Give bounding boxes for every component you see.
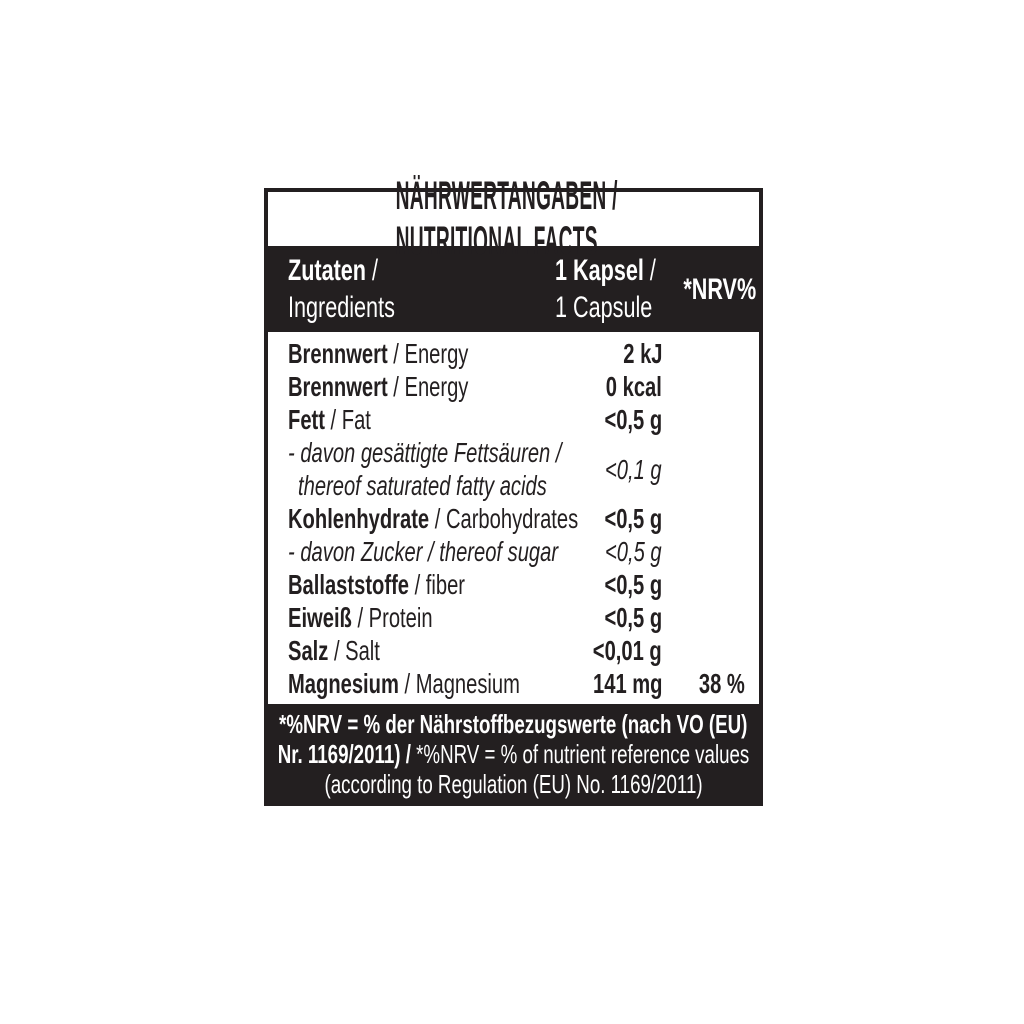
row-value: <0,01 g (593, 635, 662, 666)
row-label-en: / Protein (351, 602, 433, 633)
footnote-line3: (according to Regulation (EU) No. 1169/2011) (324, 769, 703, 799)
table-row-salt (288, 634, 745, 667)
row-value: <0,5 g (604, 602, 662, 633)
row-label-de: Kohlenhydrate (288, 503, 430, 534)
table-row-fiber (288, 568, 745, 601)
row-label-de: Salz (288, 635, 329, 666)
footnote-line1: *%NRV = % der Nährstoffbezugswerte (nach VO (EU) (279, 709, 748, 739)
row-value: <0,5 g (605, 536, 662, 567)
table-row-saturated-fat (288, 436, 745, 502)
row-label-de: Magnesium (288, 668, 399, 699)
header-ingredients-slash: / (365, 254, 378, 287)
row-value: <0,5 g (604, 503, 662, 534)
row-value: 2 kJ (622, 338, 662, 369)
row-label-en: / Energy (387, 338, 469, 369)
header-ingredients-en: Ingredients (288, 291, 395, 324)
table-row-fat (288, 403, 745, 436)
table-row-energy-kj (288, 337, 745, 370)
row-label-en: / fiber (408, 569, 466, 600)
row-label-de: Fett (288, 404, 325, 435)
header-col-serving (555, 252, 655, 326)
row-value: 0 kcal (605, 371, 662, 402)
nutrition-table (268, 332, 759, 704)
header-serving-de: 1 Kapsel (555, 254, 644, 287)
row-label-en: / Carbohydrates (429, 503, 579, 534)
table-row-sugar (288, 535, 745, 568)
header-serving-slash: / (643, 254, 656, 287)
header-serving-en: 1 Capsule (555, 291, 653, 324)
label-title-row (268, 174, 759, 263)
table-row-protein (288, 601, 745, 634)
row-nrv: 38 % (699, 668, 745, 699)
row-value: <0,1 g (605, 453, 662, 485)
row-label-line1: - davon gesättigte Fettsäuren / (288, 437, 562, 468)
row-label-en: / Salt (328, 635, 380, 666)
footnote-line2-bold: Nr. 1169/2011) / (277, 739, 417, 769)
nutrition-label (264, 174, 763, 806)
footnote-line2-regular: *%NRV = % of nutrient reference values (416, 739, 750, 769)
row-value: <0,5 g (604, 569, 662, 600)
row-value: <0,5 g (604, 404, 662, 435)
label-title: NÄHRWERTANGABEN / NUTRITIONAL FACTS (395, 174, 618, 263)
row-label-line1: - davon Zucker / thereof sugar (288, 536, 559, 567)
header-nrv-label: *NRV% (683, 272, 757, 306)
row-label-en: / Fat (324, 404, 371, 435)
row-label-de: Brennwert (288, 371, 388, 402)
header-col-nrv (655, 271, 757, 308)
row-label-de: Eiweiß (288, 602, 352, 633)
table-row-magnesium (288, 667, 745, 700)
row-value: 141 mg (592, 668, 662, 699)
table-row-energy-kcal (288, 370, 745, 403)
header-ingredients-de: Zutaten (288, 254, 366, 287)
row-label-en: / Magnesium (398, 668, 520, 699)
row-label-line2: thereof saturated fatty acids (298, 470, 547, 501)
row-label-en: / Energy (387, 371, 469, 402)
row-label-de: Ballaststoffe (288, 569, 409, 600)
table-row-carbohydrates (288, 502, 745, 535)
nrv-footnote (268, 704, 759, 802)
row-label-de: Brennwert (288, 338, 388, 369)
